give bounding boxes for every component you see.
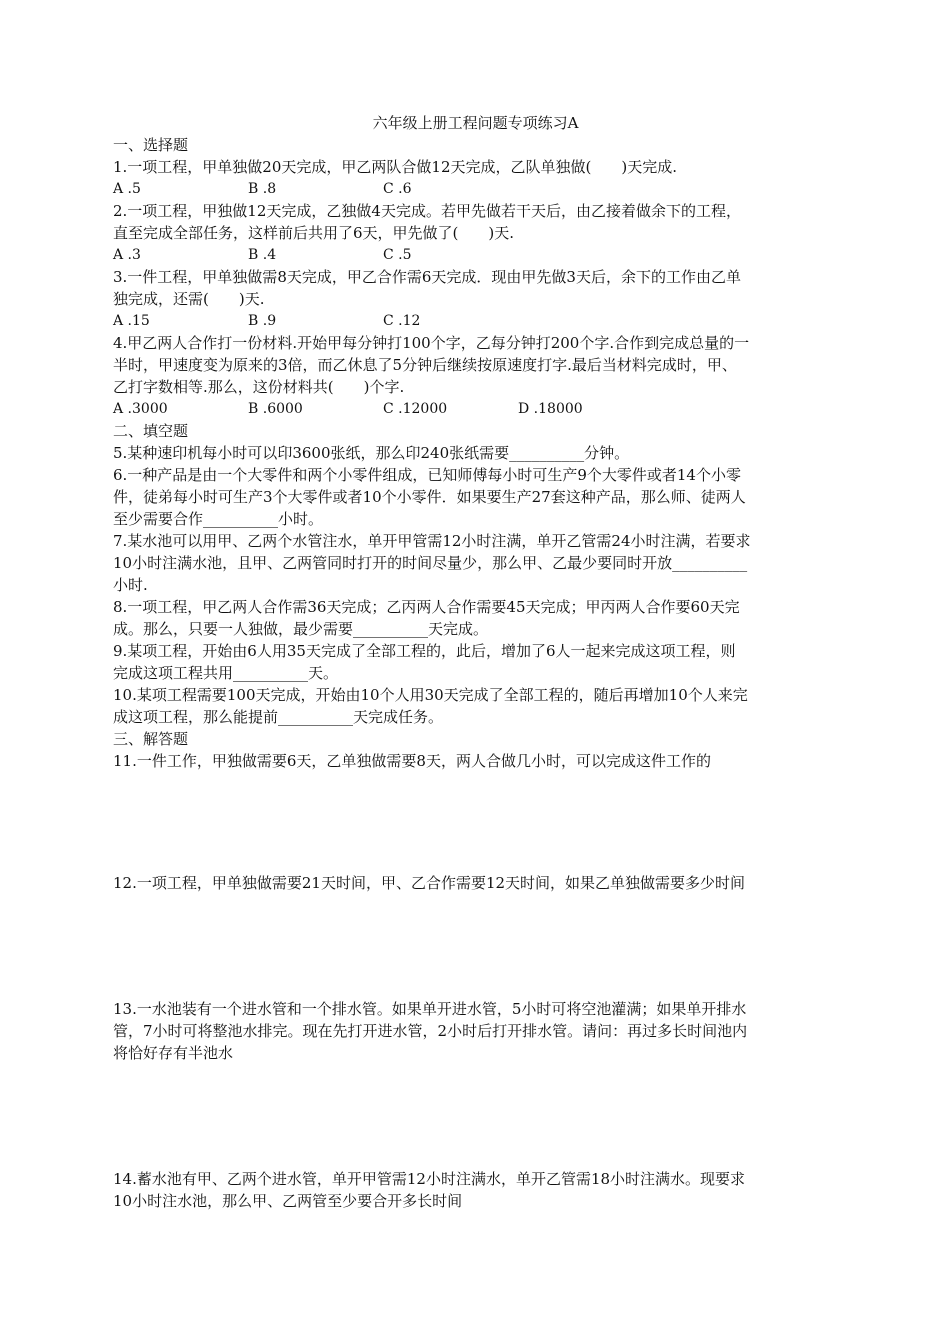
answer-space [113,772,838,872]
question-6-line-2: 件，徒弟每小时可生产3个大零件或者10个小零件．如果要生产27套这种产品，那么师、徒两人 [113,488,746,506]
section-heading-answer: 三、解答题 [113,730,189,748]
option-a: A .3 [113,247,141,263]
question-1-options [113,178,838,200]
question-5: 5.某种速印机每小时可以印3600张纸，那么印240张纸需要__________分钟。 [113,444,630,462]
question-13-line-2: 管，7小时可将整池水排完。现在先打开进水管，2小时后打开排水管。请问：再过多长时间池内 [113,1022,748,1040]
answer-space [113,1064,838,1168]
question-11: 11.一件工作，甲独做需要6天，乙单独做需要8天，两人合做几小时，可以完成这件工作的 [113,752,711,770]
page-title: 六年级上册工程问题专项练习A [372,114,579,132]
question-10-line-2: 成这项工程，那么能提前__________天完成任务。 [113,708,444,726]
worksheet-page [113,112,838,1212]
option-c: C .12000 [383,401,448,417]
option-a: A .3000 [113,401,168,417]
question-4-options [113,398,838,420]
option-a: A .5 [113,181,141,197]
option-b: B .4 [248,247,277,263]
question-13-line-3: 将恰好存有半池水 [113,1044,234,1062]
section-heading-fill: 二、填空题 [113,422,189,440]
question-7-line-3: 小时. [113,576,148,594]
question-13-line-1: 13.一水池装有一个进水管和一个排水管。如果单开进水管，5小时可将空池灌满；如果单开排水 [113,1000,747,1018]
question-2-options [113,244,838,266]
question-2-line-1: 2.一项工程，甲独做12天完成，乙独做4天完成。若甲先做若干天后，由乙接着做余下的工程， [113,202,741,220]
question-10-line-1: 10.某项工程需要100天完成，开始由10个人用30天完成了全部工程的，随后再增加10个人来完 [113,686,748,704]
option-c: C .5 [383,247,412,263]
question-14-line-1: 14.蓄水池有甲、乙两个进水管，单开甲管需12小时注满水，单开乙管需18小时注满水。现要求 [113,1170,746,1188]
question-12: 12.一项工程，甲单独做需要21天时间，甲、乙合作需要12天时间，如果乙单独做需要多少时间 [113,874,746,892]
question-9-line-1: 9.某项工程，开始由6人用35天完成了全部工程的，此后，增加了6人一起来完成这项工程，则 [113,642,736,660]
option-b: B .9 [248,313,277,329]
question-1: 1.一项工程，甲单独做20天完成，甲乙两队合做12天完成，乙队单独做( )天完成. [113,158,677,176]
question-6-line-1: 6.一种产品是由一个大零件和两个小零件组成，已知师傅每小时可生产9个大零件或者14个小零 [113,466,741,484]
section-heading-choice: 一、选择题 [113,136,189,154]
answer-space [113,894,838,998]
question-6-line-3: 至少需要合作__________小时。 [113,510,324,528]
option-c: C .12 [383,313,421,329]
question-8-line-2: 成。那么，只要一人独做，最少需要__________天完成。 [113,620,489,638]
question-3-options [113,310,838,332]
option-b: B .6000 [248,401,303,417]
option-b: B .8 [248,181,277,197]
question-14-line-2: 10小时注水池，那么甲、乙两管至少要合开多长时间 [113,1192,463,1210]
question-3-line-1: 3.一件工程，甲单独做需8天完成，甲乙合作需6天完成．现由甲先做3天后，余下的工作由乙单 [113,268,741,286]
question-3-line-2: 独完成，还需( )天. [113,290,265,308]
question-8-line-1: 8.一项工程，甲乙两人合作需36天完成；乙丙两人合作需要45天完成；甲丙两人合作要60天完 [113,598,740,616]
question-7-line-2: 10小时注满水池，且甲、乙两管同时打开的时间尽量少，那么甲、乙最少要同时开放__________ [113,554,748,572]
question-2-line-2: 直至完成全部任务，这样前后共用了6天，甲先做了( )天. [113,224,515,242]
question-9-line-2: 完成这项工程共用__________天。 [113,664,339,682]
question-4-line-1: 4.甲乙两人合作打一份材料.开始甲每分钟打100个字，乙每分钟打200个字.合作到完成总量的一 [113,334,750,352]
question-7-line-1: 7.某水池可以用甲、乙两个水管注水，单开甲管需12小时注满，单开乙管需24小时注满，若要求 [113,532,751,550]
option-a: A .15 [113,313,150,329]
option-c: C .6 [383,181,412,197]
option-d: D .18000 [518,401,583,417]
question-4-line-3: 乙打字数相等.那么，这份材料共( )个字. [113,378,405,396]
question-4-line-2: 半时，甲速度变为原来的3倍，而乙休息了5分钟后继续按原速度打字.最后当材料完成时，甲、 [113,356,737,374]
